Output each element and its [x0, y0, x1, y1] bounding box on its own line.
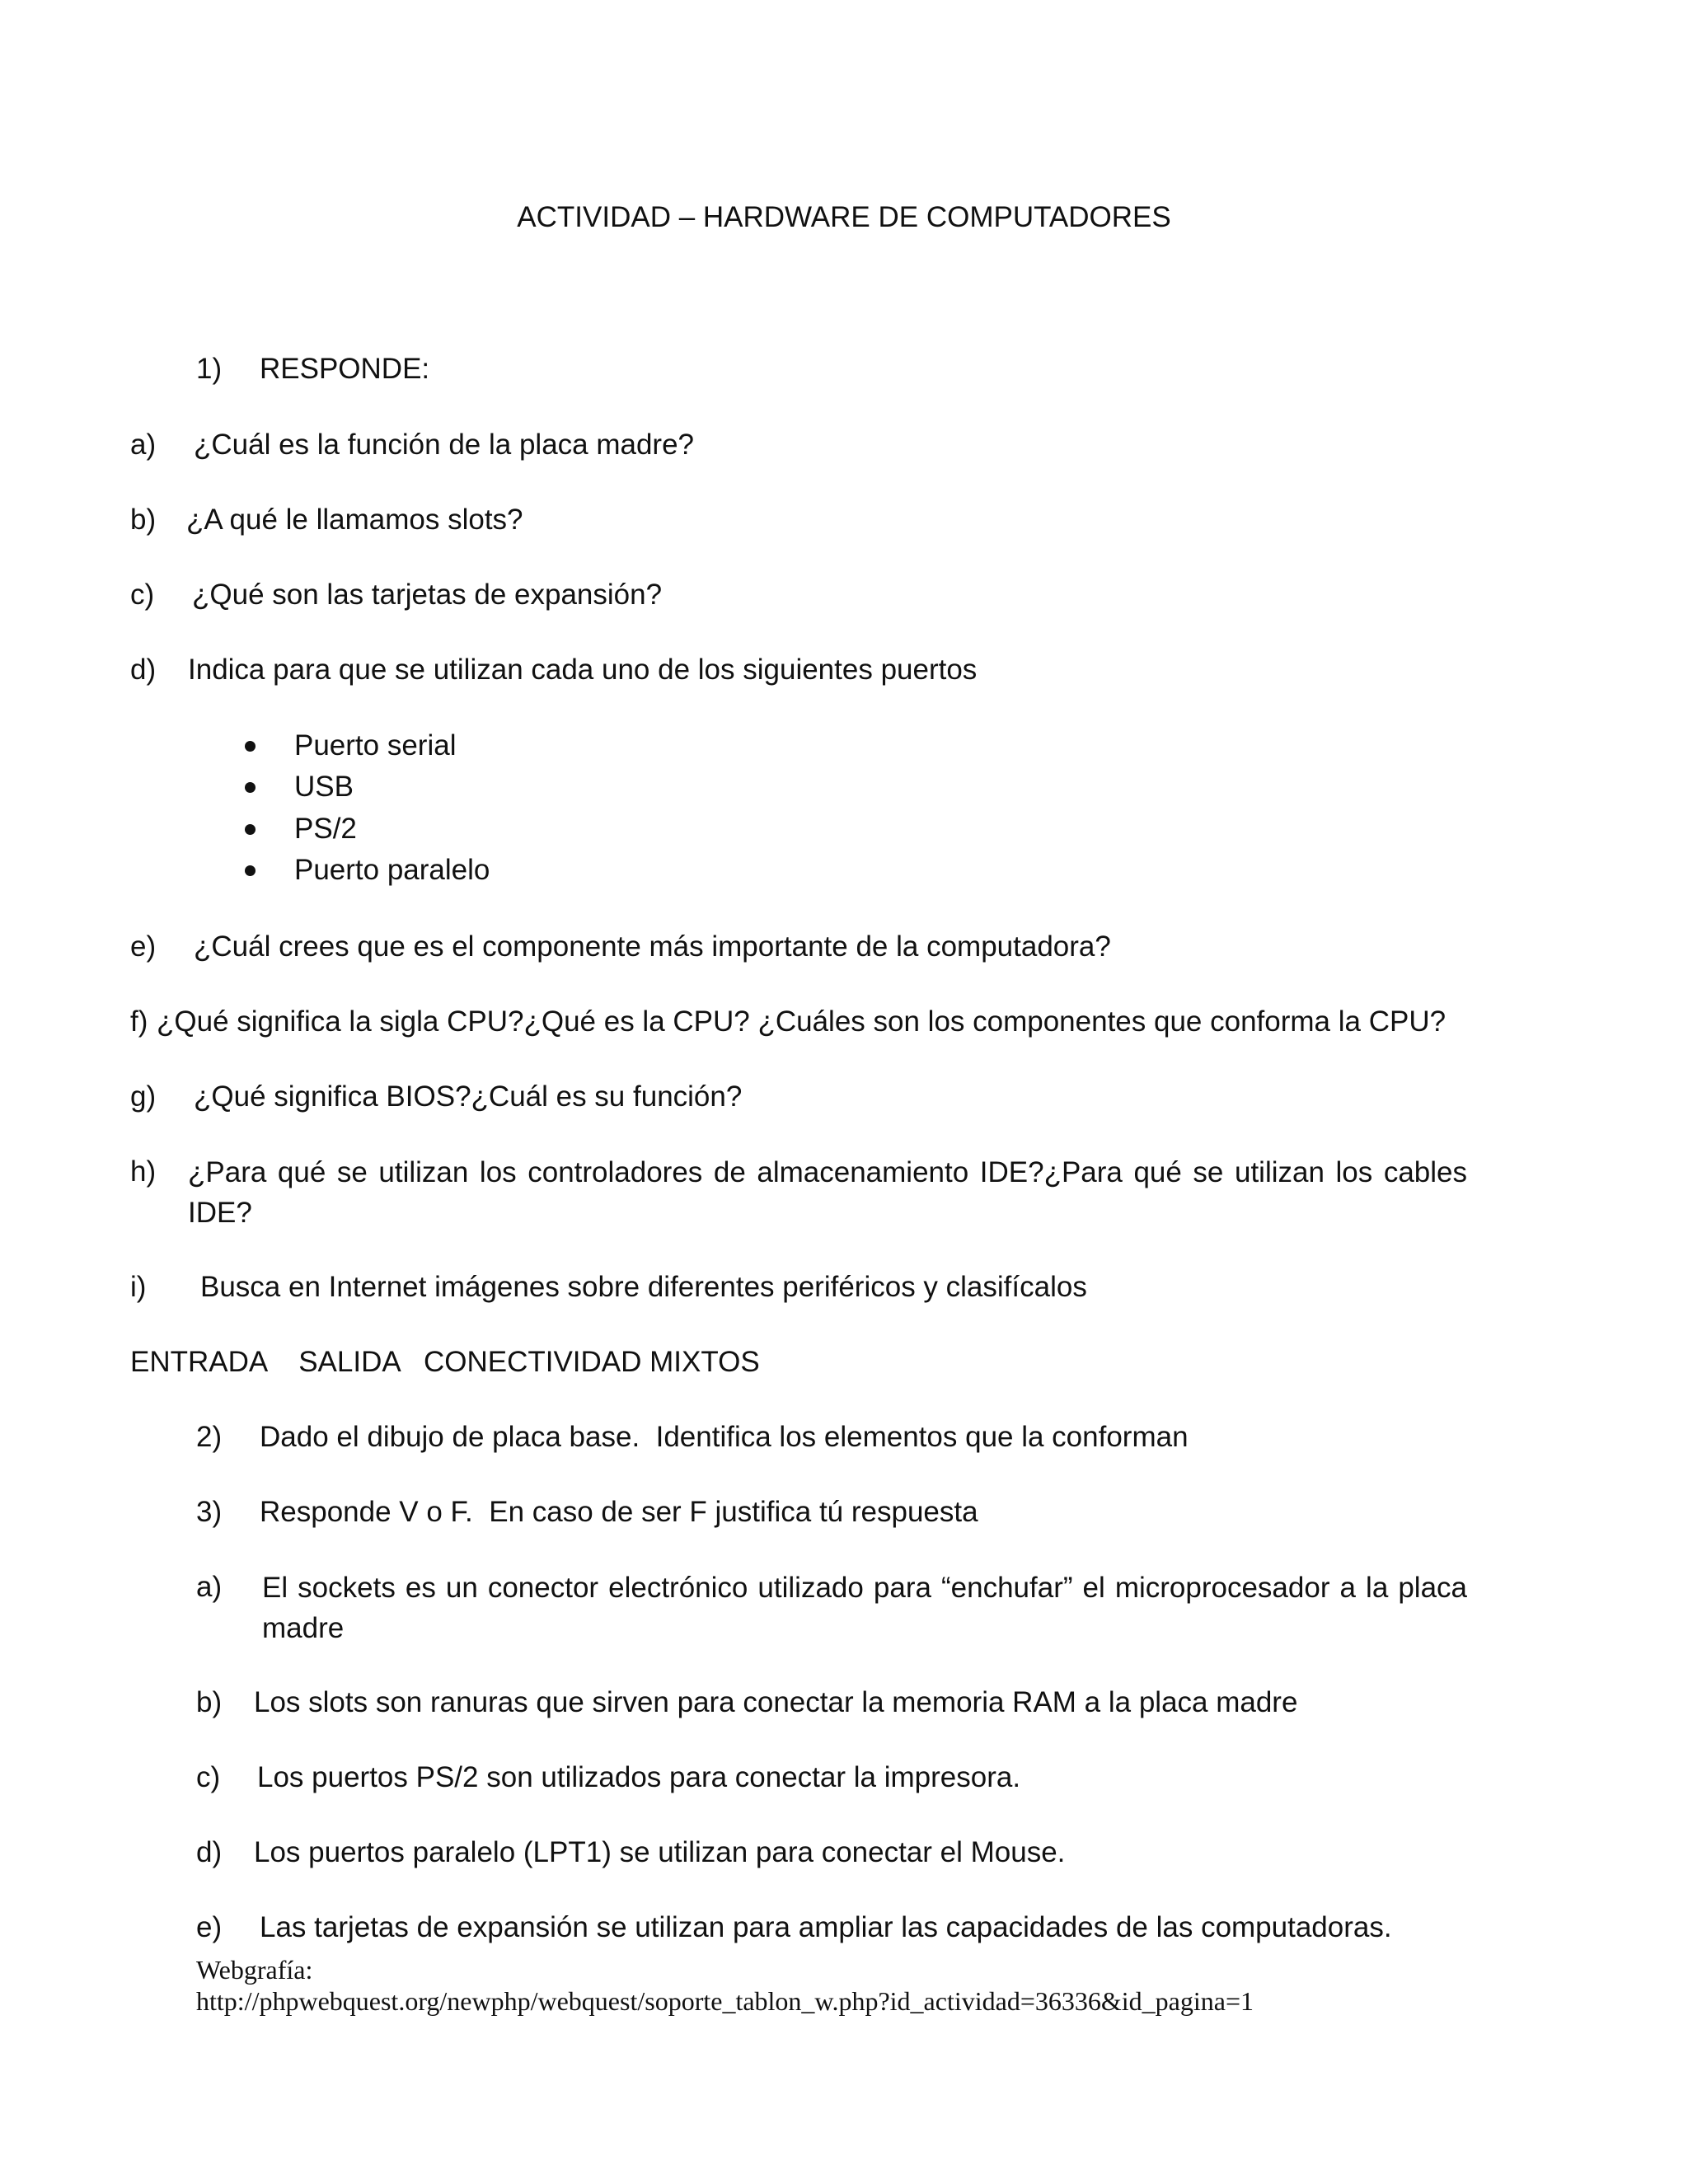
question-h-label: h): [130, 1155, 157, 1188]
tf-item-c-label: c): [196, 1761, 221, 1793]
tf-item-b-label: b): [196, 1686, 223, 1718]
question-e-text: ¿Cuál crees que es el componente más importante de la computadora?: [194, 930, 1111, 963]
tf-item-b-text: Los slots son ranuras que sirven para conectar la memoria RAM a la placa madre: [254, 1686, 1298, 1718]
question-e-label: e): [130, 930, 157, 963]
question-b-label: b): [130, 504, 157, 536]
question-b-text: ¿A qué le llamamos slots?: [186, 504, 523, 536]
port-item: PS/2: [294, 813, 357, 845]
question-f-text: ¿Qué significa la sigla CPU?¿Qué es la CPU? ¿Cuáles son los componentes que conforma la CPU?: [157, 1005, 1447, 1038]
question-g-text: ¿Qué significa BIOS?¿Cuál es su función?: [194, 1080, 743, 1113]
question-d-label: d): [130, 654, 157, 686]
port-item: Puerto paralelo: [294, 854, 490, 886]
question-i-text: Busca en Internet imágenes sobre diferentes periféricos y clasifícalos: [200, 1271, 1087, 1303]
page-title: ACTIVIDAD – HARDWARE DE COMPUTADORES: [517, 201, 1171, 233]
section-2-number: 2): [196, 1421, 223, 1453]
bullet-icon: [245, 741, 256, 752]
tf-item-e-label: e): [196, 1911, 223, 1943]
webgrafia-link[interactable]: http://phpwebquest.org/newphp/webquest/soporte_tablon_w.php?id_actividad=36336&id_pagina=1: [196, 1986, 1254, 2016]
question-i-label: i): [130, 1271, 147, 1303]
tf-item-a-text: El sockets es un conector electrónico utilizado para “enchufar” el microprocesador a la placa madre: [262, 1572, 1467, 1644]
bullet-icon: [245, 782, 256, 793]
question-c-label: c): [130, 579, 155, 611]
question-f-label: f): [130, 1005, 148, 1038]
question-a-label: a): [130, 429, 157, 461]
question-c-text: ¿Qué son las tarjetas de expansión?: [192, 579, 663, 611]
section-1-heading: RESPONDE:: [260, 353, 430, 385]
section-1-number: 1): [196, 353, 223, 385]
question-g-label: g): [130, 1080, 157, 1113]
bullet-icon: [245, 824, 256, 835]
port-item: USB: [294, 771, 354, 803]
section-2-text: Dado el dibujo de placa base. Identifica los elementos que la conforman: [260, 1421, 1189, 1453]
tf-item-d-text: Los puertos paralelo (LPT1) se utilizan para conectar el Mouse.: [254, 1836, 1066, 1868]
tf-item-e-text: Las tarjetas de expansión se utilizan para ampliar las capacidades de las computadoras.: [260, 1911, 1392, 1943]
webgrafia-label: Webgrafía:: [196, 1955, 313, 1985]
section-3-number: 3): [196, 1496, 223, 1528]
peripheral-categories: ENTRADA SALIDA CONECTIVIDAD MIXTOS: [130, 1346, 760, 1378]
question-a-text: ¿Cuál es la función de la placa madre?: [194, 429, 695, 461]
section-3-text: Responde V o F. En caso de ser F justifica tú respuesta: [260, 1496, 978, 1528]
port-item: Puerto serial: [294, 729, 457, 762]
tf-item-a-label: a): [196, 1571, 223, 1603]
tf-item-d-label: d): [196, 1836, 223, 1868]
bullet-icon: [245, 865, 256, 876]
question-h-text: ¿Para qué se utilizan los controladores de almacenamiento IDE?¿Para qué se utilizan los cables IDE?: [188, 1156, 1467, 1229]
tf-item-c-text: Los puertos PS/2 son utilizados para conectar la impresora.: [257, 1761, 1021, 1793]
question-d-text: Indica para que se utilizan cada uno de los siguientes puertos: [188, 654, 978, 686]
